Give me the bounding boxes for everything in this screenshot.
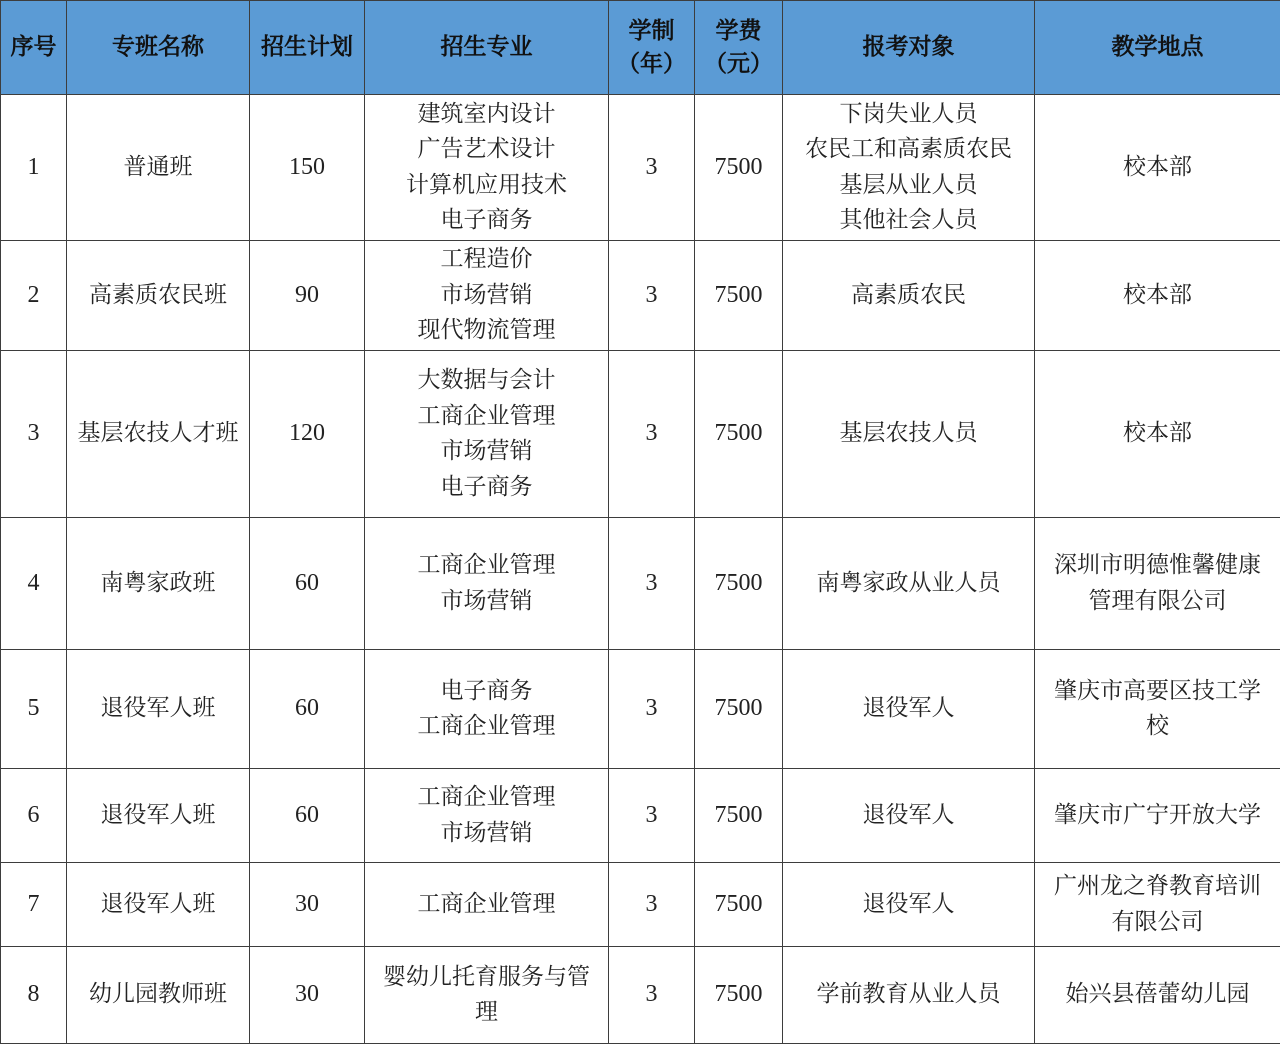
cell-class-name <box>67 947 250 1044</box>
cell-duration <box>609 95 695 241</box>
cell-class-name-text: 高素质农民班 <box>89 282 227 308</box>
cell-target-line: 退役军人 <box>785 691 1032 727</box>
cell-index <box>1 650 67 769</box>
cell-target-line: 农民工和高素质农民 <box>785 132 1032 168</box>
cell-plan-text: 150 <box>289 154 325 180</box>
cell-location <box>1035 351 1280 518</box>
cell-target-line: 基层从业人员 <box>785 168 1032 204</box>
cell-class-name <box>67 650 250 769</box>
cell-majors-line: 电子商务 <box>367 203 606 239</box>
cell-location <box>1035 518 1280 650</box>
cell-location <box>1035 241 1280 351</box>
cell-majors <box>365 947 609 1044</box>
cell-index <box>1 769 67 863</box>
header-index: 序号 <box>1 1 67 95</box>
cell-index <box>1 518 67 650</box>
cell-majors <box>365 95 609 241</box>
cell-index <box>1 95 67 241</box>
cell-fee-text: 7500 <box>715 695 763 721</box>
cell-majors-line: 工程造价 <box>367 242 606 278</box>
cell-fee <box>695 769 783 863</box>
cell-majors <box>365 241 609 351</box>
cell-majors-line: 工商企业管理 <box>367 887 606 923</box>
cell-fee-text: 7500 <box>715 891 763 917</box>
cell-fee <box>695 947 783 1044</box>
cell-majors <box>365 769 609 863</box>
cell-duration <box>609 769 695 863</box>
cell-duration <box>609 947 695 1044</box>
cell-target-line: 学前教育从业人员 <box>785 977 1032 1013</box>
cell-duration-text: 3 <box>646 695 658 721</box>
cell-duration <box>609 863 695 947</box>
cell-majors-line: 市场营销 <box>367 278 606 314</box>
cell-index-text: 8 <box>28 981 40 1007</box>
header-class-name: 专班名称 <box>67 1 250 95</box>
cell-index-text: 2 <box>28 282 40 308</box>
cell-duration <box>609 241 695 351</box>
cell-target <box>783 241 1035 351</box>
cell-target <box>783 650 1035 769</box>
cell-duration-text: 3 <box>646 420 658 446</box>
cell-index-text: 6 <box>28 802 40 828</box>
cell-plan <box>250 518 365 650</box>
cell-majors-line: 计算机应用技术 <box>367 168 606 204</box>
cell-duration-text: 3 <box>646 891 658 917</box>
cell-fee-text: 7500 <box>715 570 763 596</box>
cell-majors-line: 电子商务 <box>367 674 606 710</box>
cell-target <box>783 863 1035 947</box>
cell-majors-line: 市场营销 <box>367 816 606 852</box>
cell-class-name-text: 普通班 <box>124 154 193 180</box>
cell-index <box>1 863 67 947</box>
cell-target <box>783 351 1035 518</box>
cell-majors-line: 工商企业管理 <box>367 548 606 584</box>
cell-duration <box>609 650 695 769</box>
cell-majors-line: 广告艺术设计 <box>367 132 606 168</box>
cell-location-line: 有限公司 <box>1037 905 1278 941</box>
header-plan: 招生计划 <box>250 1 365 95</box>
cell-duration <box>609 351 695 518</box>
cell-target <box>783 769 1035 863</box>
cell-location-line: 校 <box>1037 709 1278 745</box>
table-row <box>1 518 1280 650</box>
cell-duration-text: 3 <box>646 154 658 180</box>
cell-duration-text: 3 <box>646 570 658 596</box>
cell-location-line: 始兴县蓓蕾幼儿园 <box>1037 977 1278 1013</box>
cell-duration-text: 3 <box>646 282 658 308</box>
cell-class-name-text: 南粤家政班 <box>101 570 216 596</box>
cell-target-line: 下岗失业人员 <box>785 97 1032 133</box>
cell-target-line: 高素质农民 <box>785 278 1032 314</box>
cell-target <box>783 95 1035 241</box>
cell-plan-text: 60 <box>295 695 319 721</box>
header-duration: 学制 （年） <box>609 1 695 95</box>
cell-location-line: 校本部 <box>1037 150 1278 186</box>
cell-class-name <box>67 95 250 241</box>
cell-index <box>1 947 67 1044</box>
table-row <box>1 241 1280 351</box>
cell-location <box>1035 650 1280 769</box>
cell-plan <box>250 650 365 769</box>
table-row <box>1 650 1280 769</box>
table-row <box>1 95 1280 241</box>
cell-majors-line: 市场营销 <box>367 584 606 620</box>
cell-location-line: 肇庆市广宁开放大学 <box>1037 798 1278 834</box>
cell-plan <box>250 863 365 947</box>
cell-fee <box>695 95 783 241</box>
cell-fee <box>695 241 783 351</box>
cell-location-line: 广州龙之脊教育培训 <box>1037 869 1278 905</box>
cell-class-name-text: 基层农技人才班 <box>78 420 239 446</box>
cell-plan-text: 90 <box>295 282 319 308</box>
cell-class-name <box>67 518 250 650</box>
cell-target <box>783 518 1035 650</box>
cell-location-line: 深圳市明德惟馨健康 <box>1037 548 1278 584</box>
cell-majors-line: 工商企业管理 <box>367 709 606 745</box>
cell-majors <box>365 351 609 518</box>
cell-plan <box>250 351 365 518</box>
cell-majors-line: 市场营销 <box>367 434 606 470</box>
cell-location-line: 管理有限公司 <box>1037 584 1278 620</box>
cell-location <box>1035 769 1280 863</box>
cell-target <box>783 947 1035 1044</box>
cell-majors-line: 工商企业管理 <box>367 780 606 816</box>
cell-index-text: 5 <box>28 695 40 721</box>
cell-class-name <box>67 241 250 351</box>
header-row <box>1 1 1280 95</box>
cell-location-line: 校本部 <box>1037 416 1278 452</box>
cell-location <box>1035 95 1280 241</box>
cell-target-line: 其他社会人员 <box>785 203 1032 239</box>
cell-plan <box>250 241 365 351</box>
cell-index-text: 3 <box>28 420 40 446</box>
cell-target-line: 退役军人 <box>785 798 1032 834</box>
cell-class-name-text: 退役军人班 <box>101 802 216 828</box>
cell-index <box>1 351 67 518</box>
cell-class-name <box>67 769 250 863</box>
cell-plan-text: 120 <box>289 420 325 446</box>
cell-fee <box>695 351 783 518</box>
cell-majors-line: 工商企业管理 <box>367 399 606 435</box>
header-fee: 学费 （元） <box>695 1 783 95</box>
cell-target-line: 基层农技人员 <box>785 416 1032 452</box>
cell-fee-text: 7500 <box>715 154 763 180</box>
cell-majors <box>365 863 609 947</box>
cell-location <box>1035 863 1280 947</box>
cell-plan-text: 60 <box>295 802 319 828</box>
cell-location-line: 校本部 <box>1037 278 1278 314</box>
cell-fee-text: 7500 <box>715 420 763 446</box>
table-row <box>1 351 1280 518</box>
cell-majors-line: 理 <box>367 995 606 1031</box>
cell-majors <box>365 650 609 769</box>
cell-class-name <box>67 863 250 947</box>
cell-duration-text: 3 <box>646 981 658 1007</box>
cell-location-line: 肇庆市高要区技工学 <box>1037 674 1278 710</box>
cell-fee-text: 7500 <box>715 282 763 308</box>
cell-fee-text: 7500 <box>715 802 763 828</box>
cell-class-name <box>67 351 250 518</box>
cell-plan-text: 60 <box>295 570 319 596</box>
cell-plan <box>250 947 365 1044</box>
cell-majors-line: 婴幼儿托育服务与管 <box>367 960 606 996</box>
cell-majors-line: 大数据与会计 <box>367 363 606 399</box>
cell-fee-text: 7500 <box>715 981 763 1007</box>
cell-fee <box>695 518 783 650</box>
cell-fee <box>695 650 783 769</box>
cell-index <box>1 241 67 351</box>
cell-majors-line: 电子商务 <box>367 470 606 506</box>
cell-index-text: 7 <box>28 891 40 917</box>
cell-duration <box>609 518 695 650</box>
cell-class-name-text: 退役军人班 <box>101 695 216 721</box>
cell-class-name-text: 退役军人班 <box>101 891 216 917</box>
cell-target-line: 南粤家政从业人员 <box>785 566 1032 602</box>
cell-duration-text: 3 <box>646 802 658 828</box>
cell-majors-line: 现代物流管理 <box>367 313 606 349</box>
cell-location <box>1035 947 1280 1044</box>
header-majors: 招生专业 <box>365 1 609 95</box>
cell-fee <box>695 863 783 947</box>
cell-plan <box>250 95 365 241</box>
cell-index-text: 4 <box>28 570 40 596</box>
cell-majors <box>365 518 609 650</box>
cell-class-name-text: 幼儿园教师班 <box>89 981 227 1007</box>
cell-index-text: 1 <box>28 154 40 180</box>
table-row <box>1 769 1280 863</box>
table-row <box>1 947 1280 1044</box>
header-target: 报考对象 <box>783 1 1035 95</box>
cell-majors-line: 建筑室内设计 <box>367 97 606 133</box>
cell-plan <box>250 769 365 863</box>
cell-plan-text: 30 <box>295 981 319 1007</box>
cell-plan-text: 30 <box>295 891 319 917</box>
cell-target-line: 退役军人 <box>785 887 1032 923</box>
table-row <box>1 863 1280 947</box>
header-location: 教学地点 <box>1035 1 1280 95</box>
